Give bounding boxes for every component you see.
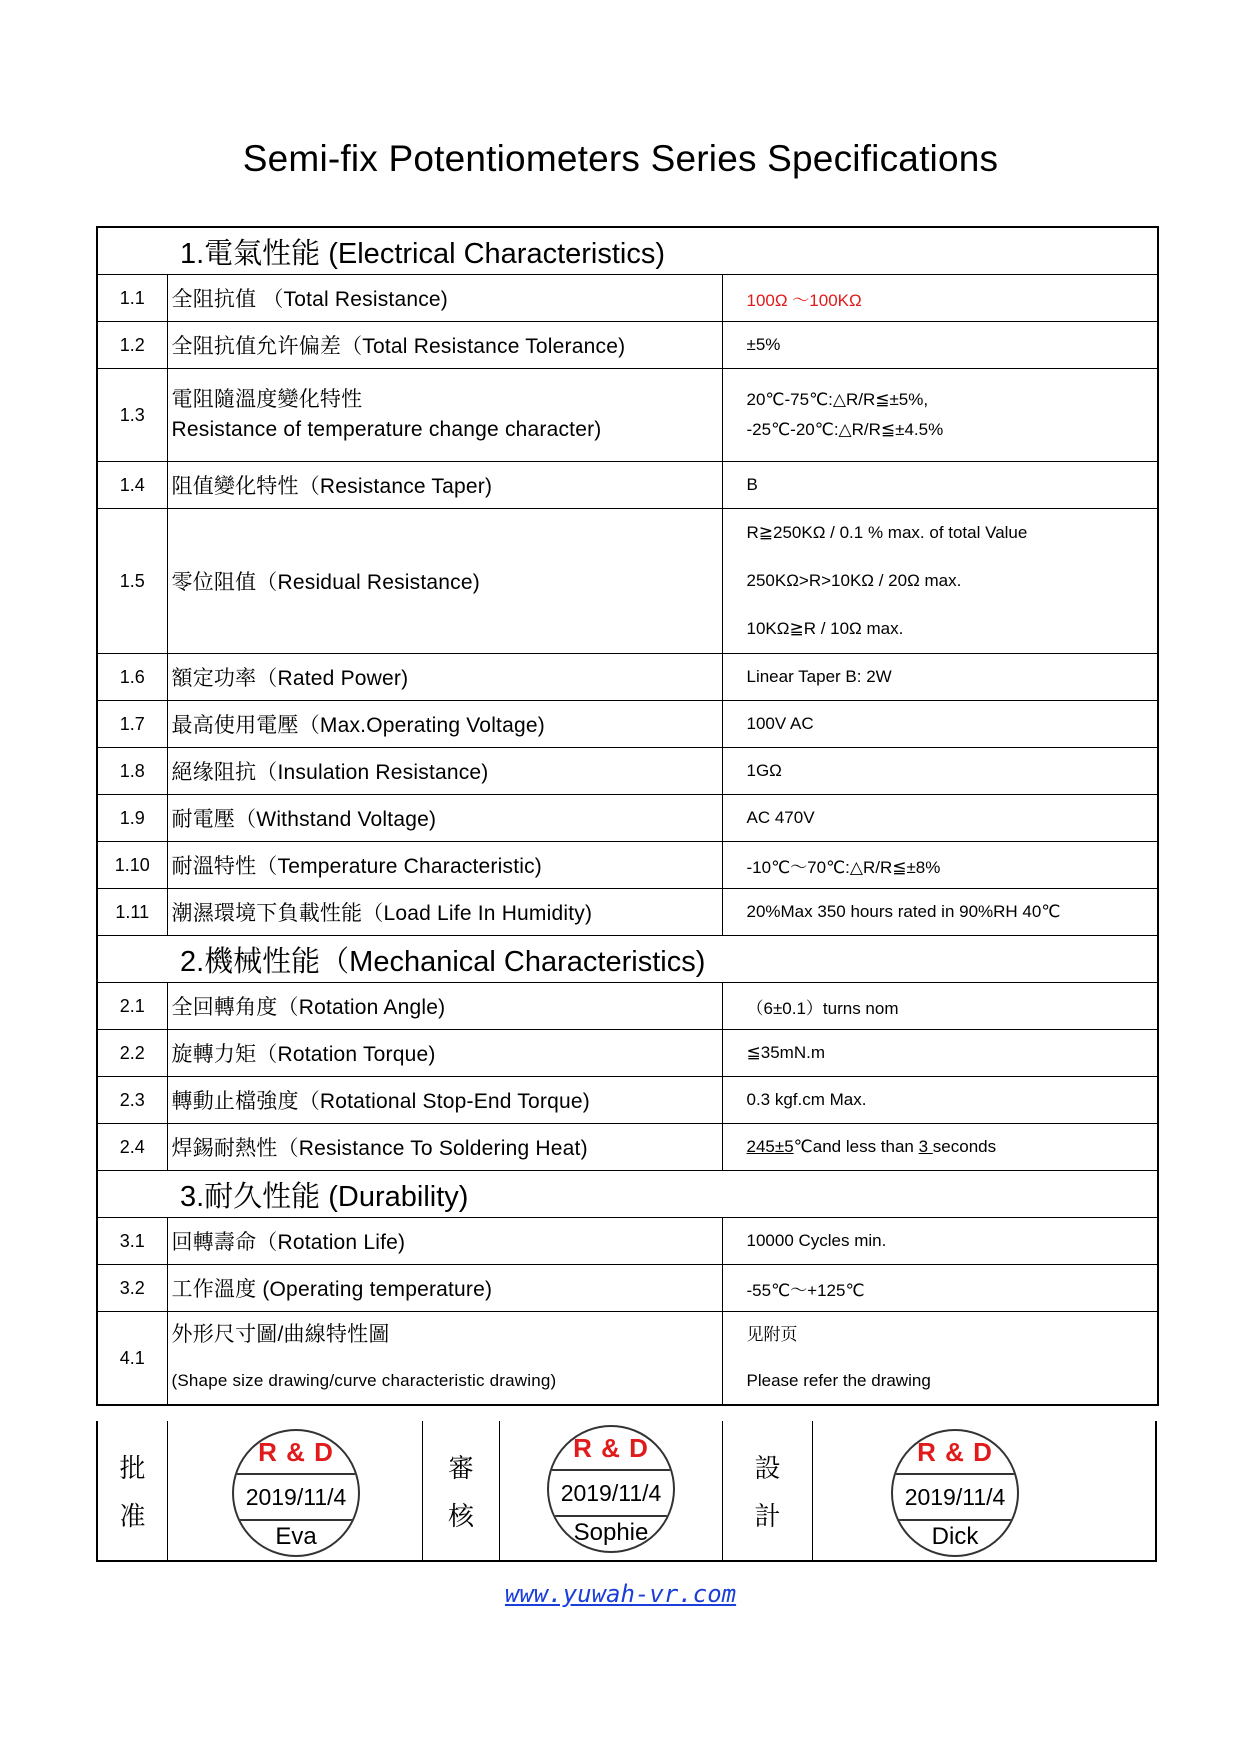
row-value: [722, 1312, 1158, 1406]
row-value: 1GΩ: [722, 748, 1158, 795]
stamp-name: Sophie: [573, 1519, 649, 1546]
row-description: 最高使用電壓（Max.Operating Voltage): [167, 701, 722, 748]
section-title: 1.電氣性能 (Electrical Characteristics): [97, 227, 1158, 275]
value-text: ℃and less than: [793, 1137, 919, 1156]
row-value: [722, 369, 1158, 462]
section-title: 2.機械性能（Mechanical Characteristics): [97, 936, 1158, 983]
row-description: 焊錫耐熱性（Resistance To Soldering Heat): [167, 1124, 722, 1171]
row-description: 全阻抗值 （Total Resistance): [167, 275, 722, 322]
label-char: 核: [447, 1500, 474, 1531]
row-description: 旋轉力矩（Rotation Torque): [167, 1030, 722, 1077]
row-number: 3.1: [97, 1218, 167, 1265]
review-stamp-cell: [500, 1421, 723, 1560]
label-char: 審: [447, 1453, 474, 1484]
table-row: [97, 1312, 1158, 1406]
row-description: 耐電壓（Withstand Voltage): [167, 795, 722, 842]
section-mechanical: [97, 936, 1158, 983]
row-number: 3.2: [97, 1265, 167, 1312]
approve-stamp-cell: [168, 1421, 423, 1560]
label-char: 准: [119, 1500, 146, 1531]
label-char: 計: [754, 1500, 781, 1531]
row-description: 全阻抗值允许偏差（Total Resistance Tolerance): [167, 322, 722, 369]
table-row: [97, 889, 1158, 936]
row-value: ±5%: [722, 322, 1158, 369]
desc-line: Resistance of temperature change character): [171, 418, 602, 441]
table-row: [97, 1077, 1158, 1124]
row-value: Linear Taper B: 2W: [722, 654, 1158, 701]
row-number: 2.2: [97, 1030, 167, 1077]
row-description: 耐溫特性（Temperature Characteristic): [167, 842, 722, 889]
value-line: 250KΩ>R>10KΩ / 20Ω max.: [746, 571, 962, 590]
row-value: 0.3 kgf.cm Max.: [722, 1077, 1158, 1124]
table-row: [97, 701, 1158, 748]
row-description: 零位阻值（Residual Resistance): [167, 509, 722, 654]
table-row: [97, 1030, 1158, 1077]
row-number: 1.4: [97, 462, 167, 509]
row-value: 20%Max 350 hours rated in 90%RH 40℃: [722, 889, 1158, 936]
row-value: （6±0.1）turns nom: [722, 983, 1158, 1030]
stamp-name: Dick: [931, 1523, 979, 1550]
design-label: [723, 1421, 813, 1560]
label-char: 批: [119, 1453, 146, 1484]
desc-line: (Shape size drawing/curve characteristic drawing): [171, 1371, 557, 1390]
design-stamp-cell: [813, 1421, 1157, 1560]
row-value: AC 470V: [722, 795, 1158, 842]
rd-stamp: [232, 1429, 360, 1557]
spec-table: [96, 226, 1159, 1406]
section-durability: [97, 1171, 1158, 1218]
row-number: 1.1: [97, 275, 167, 322]
row-number: 2.3: [97, 1077, 167, 1124]
table-row: [97, 654, 1158, 701]
rd-stamp: [547, 1425, 675, 1553]
row-number: 2.1: [97, 983, 167, 1030]
row-description: 潮濕環境下負載性能（Load Life In Humidity): [167, 889, 722, 936]
row-description: [167, 369, 722, 462]
row-description: 全回轉角度（Rotation Angle): [167, 983, 722, 1030]
row-number: 2.4: [97, 1124, 167, 1171]
row-description: 工作溫度 (Operating temperature): [167, 1265, 722, 1312]
stamp-name: Eva: [275, 1523, 317, 1550]
stamp-date: 2019/11/4: [893, 1473, 1017, 1521]
row-value: [722, 509, 1158, 654]
value-line: R≧250KΩ / 0.1 % max. of total Value: [746, 523, 1028, 542]
row-number: 4.1: [97, 1312, 167, 1406]
approval-block: [96, 1421, 1157, 1562]
table-row: [97, 1124, 1158, 1171]
rd-stamp: [891, 1429, 1019, 1557]
table-row: [97, 1265, 1158, 1312]
table-row: [97, 983, 1158, 1030]
stamp-dept: R & D: [573, 1433, 649, 1463]
section-electrical: [97, 227, 1158, 275]
stamp-date: 2019/11/4: [234, 1473, 358, 1521]
table-row: [97, 322, 1158, 369]
row-number: 1.5: [97, 509, 167, 654]
row-value: ≦35mN.m: [722, 1030, 1158, 1077]
table-row: [97, 842, 1158, 889]
row-number: 1.3: [97, 369, 167, 462]
value-text: seconds: [932, 1137, 997, 1156]
label-char: 設: [754, 1453, 781, 1484]
row-description: 回轉壽命（Rotation Life): [167, 1218, 722, 1265]
table-row: [97, 795, 1158, 842]
row-value: 100Ω ～100KΩ: [722, 275, 1158, 322]
stamp-dept: R & D: [917, 1437, 993, 1467]
row-description: [167, 1312, 722, 1406]
row-number: 1.11: [97, 889, 167, 936]
table-row: [97, 275, 1158, 322]
row-value: -55℃～+125℃: [722, 1265, 1158, 1312]
table-row: [97, 748, 1158, 795]
row-number: 1.2: [97, 322, 167, 369]
table-row: [97, 509, 1158, 654]
value-line: 10KΩ≧R / 10Ω max.: [746, 619, 904, 638]
table-row: [97, 462, 1158, 509]
row-number: 1.10: [97, 842, 167, 889]
value-line: 20℃-75℃:△R/R≦±5%,: [746, 390, 929, 409]
desc-line: 電阻隨溫度變化特性: [171, 388, 363, 411]
row-description: 阻值變化特性（Resistance Taper): [167, 462, 722, 509]
row-value: [722, 1124, 1158, 1171]
review-label: [423, 1421, 500, 1560]
page-title: Semi-fix Potentiometers Series Specifications: [242, 138, 999, 179]
row-value: -10℃～70℃:△R/R≦±8%: [722, 842, 1158, 889]
desc-line: 外形尺寸圖/曲線特性圖: [171, 1323, 390, 1346]
value-line: -25℃-20℃:△R/R≦±4.5%: [746, 420, 944, 439]
row-number: 1.8: [97, 748, 167, 795]
row-value: 10000 Cycles min.: [722, 1218, 1158, 1265]
table-row: [97, 369, 1158, 462]
website-link[interactable]: www.yuwah-vr.com: [504, 1580, 737, 1608]
seconds-value: 3: [918, 1137, 933, 1156]
row-number: 1.9: [97, 795, 167, 842]
section-title: 3.耐久性能 (Durability): [97, 1171, 1158, 1218]
row-number: 1.6: [97, 654, 167, 701]
approve-label: [98, 1421, 168, 1560]
value-line: 见附页: [746, 1325, 798, 1344]
stamp-date: 2019/11/4: [549, 1469, 673, 1517]
table-row: [97, 1218, 1158, 1265]
row-description: 額定功率（Rated Power): [167, 654, 722, 701]
temp-value: 245±5: [746, 1137, 794, 1156]
stamp-dept: R & D: [258, 1437, 334, 1467]
row-description: 絕缘阻抗（Insulation Resistance): [167, 748, 722, 795]
value-line: Please refer the drawing: [746, 1371, 931, 1390]
row-value: 100V AC: [722, 701, 1158, 748]
row-description: 轉動止檔強度（Rotational Stop-End Torque): [167, 1077, 722, 1124]
row-value: B: [722, 462, 1158, 509]
row-number: 1.7: [97, 701, 167, 748]
